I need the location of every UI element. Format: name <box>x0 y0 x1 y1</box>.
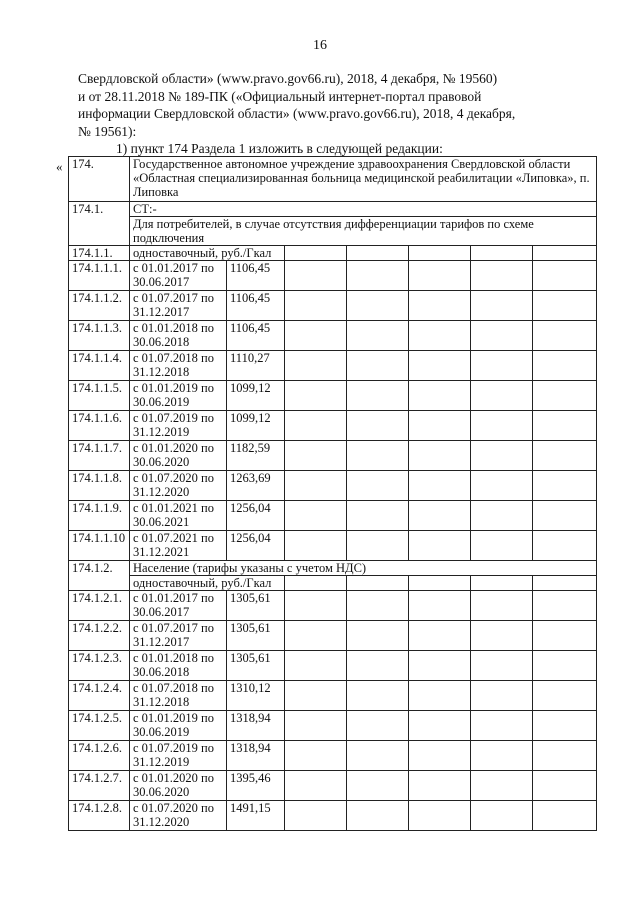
row-code: 174.1.1. <box>69 246 130 261</box>
tariff-value: 1110,27 <box>227 351 285 381</box>
table-row-group2-sub <box>69 576 597 591</box>
intro-word: и <box>78 88 86 104</box>
empty-cell <box>347 651 409 681</box>
row-code: 174.1. <box>69 202 130 246</box>
empty-cell <box>533 621 597 651</box>
empty-cell <box>285 771 347 801</box>
tariff-value: 1263,69 <box>227 471 285 501</box>
empty-cell <box>409 441 471 471</box>
intro-word: области» <box>237 106 290 121</box>
tariff-table <box>68 156 597 831</box>
empty-cell <box>409 246 471 261</box>
empty-cell <box>533 351 597 381</box>
tariff-value: 1182,59 <box>227 441 285 471</box>
tariff-value: 1256,04 <box>227 501 285 531</box>
intro-paragraph <box>78 70 608 140</box>
empty-cell <box>471 651 533 681</box>
intro-word: 4 декабря, <box>456 106 516 121</box>
tariff-value: 1106,45 <box>227 321 285 351</box>
intro-word: 2018, <box>422 106 454 121</box>
empty-cell <box>533 771 597 801</box>
period-cell: с 01.07.2019 по 31.12.2019 <box>130 741 227 771</box>
empty-cell <box>409 381 471 411</box>
table-row <box>69 441 597 471</box>
intro-word: № 19560) <box>442 71 498 86</box>
empty-cell <box>347 771 409 801</box>
period-cell: с 01.01.2020 по 30.06.2020 <box>130 771 227 801</box>
intro-word: от 28.11.2018 <box>88 88 165 104</box>
period-cell: с 01.01.2018 по 30.06.2018 <box>130 651 227 681</box>
row-code: 174.1.1.2. <box>69 291 130 321</box>
row-code: 174.1.2.7. <box>69 771 130 801</box>
empty-cell <box>285 381 347 411</box>
row-code: 174.1.2.8. <box>69 801 130 831</box>
row-code: 174.1.2.5. <box>69 711 130 741</box>
group-label: одноставочный, руб./Гкал <box>130 246 285 261</box>
empty-cell <box>471 576 533 591</box>
row-code: 174.1.2.6. <box>69 741 130 771</box>
empty-cell <box>285 801 347 831</box>
table-row <box>69 351 597 381</box>
empty-cell <box>533 441 597 471</box>
tariff-value: 1305,61 <box>227 591 285 621</box>
intro-word: Свердловской <box>78 71 159 86</box>
tariff-value: 1305,61 <box>227 621 285 651</box>
table-row <box>69 321 597 351</box>
empty-cell <box>285 411 347 441</box>
empty-cell <box>347 681 409 711</box>
row-code: 174.1.1.4. <box>69 351 130 381</box>
empty-cell <box>285 651 347 681</box>
row-code: 174.1.1.5. <box>69 381 130 411</box>
empty-cell <box>471 741 533 771</box>
empty-cell <box>533 681 597 711</box>
intro-line-1 <box>78 70 608 88</box>
row-code: 174.1.2. <box>69 561 130 591</box>
intro-line-4 <box>78 123 608 141</box>
group-label: Население (тарифы указаны с учетом НДС) <box>130 561 597 576</box>
intro-word: (www.pravo.gov66.ru), <box>217 71 344 86</box>
intro-word: 4 декабря, <box>380 71 440 86</box>
table-row <box>69 381 597 411</box>
empty-cell <box>471 531 533 561</box>
open-quote: « <box>56 159 63 174</box>
group-label: одноставочный, руб./Гкал <box>130 576 285 591</box>
table-row <box>69 291 597 321</box>
table-row <box>69 591 597 621</box>
empty-cell <box>409 711 471 741</box>
intro-line-2 <box>78 88 608 106</box>
page-number: 16 <box>313 38 327 53</box>
table-row <box>69 771 597 801</box>
tariff-value: 1305,61 <box>227 651 285 681</box>
table-row-header <box>69 157 597 202</box>
empty-cell <box>409 651 471 681</box>
empty-cell <box>347 261 409 291</box>
table-row <box>69 411 597 441</box>
period-cell: с 01.01.2017 по 30.06.2017 <box>130 591 227 621</box>
intro-word: (www.pravo.gov66.ru), <box>292 106 420 121</box>
table-row-group2 <box>69 561 597 576</box>
tariff-value: 1491,15 <box>227 801 285 831</box>
period-cell: с 01.07.2021 по 31.12.2021 <box>130 531 227 561</box>
row-code: 174.1.2.4. <box>69 681 130 711</box>
amendment-item: 1) пункт 174 Раздела 1 изложить в следующей редакции: <box>116 141 443 156</box>
tariff-value: 1310,12 <box>227 681 285 711</box>
empty-cell <box>347 441 409 471</box>
empty-cell <box>533 741 597 771</box>
row-code: 174.1.1.9. <box>69 501 130 531</box>
tariff-value: 1256,04 <box>227 531 285 561</box>
empty-cell <box>409 351 471 381</box>
empty-cell <box>533 801 597 831</box>
empty-cell <box>347 381 409 411</box>
empty-cell <box>533 501 597 531</box>
row-code: 174.1.2.3. <box>69 651 130 681</box>
intro-word: интернет-портал <box>328 88 425 104</box>
empty-cell <box>533 321 597 351</box>
empty-cell <box>285 321 347 351</box>
empty-cell <box>285 291 347 321</box>
row-code: 174.1.2.1. <box>69 591 130 621</box>
empty-cell <box>347 591 409 621</box>
table-row <box>69 741 597 771</box>
period-cell: с 01.07.2019 по 31.12.2019 <box>130 411 227 441</box>
empty-cell <box>471 801 533 831</box>
empty-cell <box>533 651 597 681</box>
period-cell: с 01.01.2020 по 30.06.2020 <box>130 441 227 471</box>
intro-word: правовой <box>428 88 482 104</box>
empty-cell <box>285 576 347 591</box>
empty-cell <box>471 471 533 501</box>
empty-cell <box>285 501 347 531</box>
empty-cell <box>347 321 409 351</box>
empty-cell <box>533 411 597 441</box>
period-cell: с 01.07.2020 по 31.12.2020 <box>130 471 227 501</box>
empty-cell <box>471 351 533 381</box>
empty-cell <box>409 411 471 441</box>
intro-word: № 19561): <box>78 123 137 139</box>
intro-word: Свердловской <box>153 106 235 121</box>
period-cell: с 01.01.2021 по 30.06.2021 <box>130 501 227 531</box>
tariff-value: 1106,45 <box>227 261 285 291</box>
empty-cell <box>409 261 471 291</box>
empty-cell <box>285 261 347 291</box>
row-code: 174.1.1.3. <box>69 321 130 351</box>
empty-cell <box>409 471 471 501</box>
table-row <box>69 801 597 831</box>
consumers-label: Для потребителей, в случае отсутствия дифференциации тарифов по схеме подключения <box>130 217 597 246</box>
empty-cell <box>471 441 533 471</box>
empty-cell <box>285 441 347 471</box>
empty-cell <box>409 291 471 321</box>
table-row <box>69 711 597 741</box>
empty-cell <box>409 591 471 621</box>
empty-cell <box>285 471 347 501</box>
period-cell: с 01.01.2019 по 30.06.2019 <box>130 711 227 741</box>
tariff-value: 1099,12 <box>227 381 285 411</box>
period-cell: с 01.07.2018 по 31.12.2018 <box>130 681 227 711</box>
period-cell: с 01.01.2017 по 30.06.2017 <box>130 261 227 291</box>
row-code: 174.1.2.2. <box>69 621 130 651</box>
empty-cell <box>347 801 409 831</box>
period-cell: с 01.07.2017 по 31.12.2017 <box>130 291 227 321</box>
empty-cell <box>409 501 471 531</box>
empty-cell <box>471 261 533 291</box>
tariff-value: 1106,45 <box>227 291 285 321</box>
empty-cell <box>471 681 533 711</box>
empty-cell <box>409 681 471 711</box>
empty-cell <box>409 576 471 591</box>
intro-line-3 <box>78 105 608 123</box>
empty-cell <box>471 501 533 531</box>
table-row <box>69 681 597 711</box>
empty-cell <box>533 246 597 261</box>
empty-cell <box>471 291 533 321</box>
empty-cell <box>409 771 471 801</box>
empty-cell <box>347 621 409 651</box>
table-row <box>69 531 597 561</box>
intro-word: информации <box>78 106 151 121</box>
period-cell: с 01.01.2018 по 30.06.2018 <box>130 321 227 351</box>
empty-cell <box>285 621 347 651</box>
empty-cell <box>409 531 471 561</box>
empty-cell <box>347 291 409 321</box>
empty-cell <box>533 591 597 621</box>
empty-cell <box>347 711 409 741</box>
period-cell: с 01.07.2018 по 31.12.2018 <box>130 351 227 381</box>
empty-cell <box>347 531 409 561</box>
intro-word: 2018, <box>346 71 378 86</box>
row-code: 174.1.1.1. <box>69 261 130 291</box>
empty-cell <box>533 261 597 291</box>
table-row <box>69 261 597 291</box>
intro-word: («Официальный <box>231 88 326 104</box>
empty-cell <box>533 531 597 561</box>
empty-cell <box>471 411 533 441</box>
row-code: 174.1.1.7. <box>69 441 130 471</box>
empty-cell <box>285 246 347 261</box>
empty-cell <box>471 381 533 411</box>
empty-cell <box>409 621 471 651</box>
empty-cell <box>533 291 597 321</box>
empty-cell <box>533 471 597 501</box>
period-cell: с 01.07.2020 по 31.12.2020 <box>130 801 227 831</box>
empty-cell <box>285 531 347 561</box>
empty-cell <box>347 576 409 591</box>
empty-cell <box>285 351 347 381</box>
tariff-value: 1318,94 <box>227 741 285 771</box>
empty-cell <box>285 711 347 741</box>
empty-cell <box>409 741 471 771</box>
organization-name: Государственное автономное учреждение здравоохранения Свердловской области «Областная специализированная больница медицинской реабилитации «Липовка», п. Липовка <box>130 157 597 202</box>
period-cell: с 01.01.2019 по 30.06.2019 <box>130 381 227 411</box>
empty-cell <box>409 321 471 351</box>
table-row <box>69 621 597 651</box>
empty-cell <box>409 801 471 831</box>
empty-cell <box>347 351 409 381</box>
empty-cell <box>471 321 533 351</box>
row-code: 174.1.1.10 <box>69 531 130 561</box>
period-cell: с 01.07.2017 по 31.12.2017 <box>130 621 227 651</box>
table-row <box>69 471 597 501</box>
table-row-group1 <box>69 246 597 261</box>
tariff-value: 1395,46 <box>227 771 285 801</box>
empty-cell <box>347 246 409 261</box>
row-code: 174.1.1.8. <box>69 471 130 501</box>
empty-cell <box>471 621 533 651</box>
row-code: 174.1.1.6. <box>69 411 130 441</box>
empty-cell <box>471 711 533 741</box>
empty-cell <box>347 471 409 501</box>
empty-cell <box>533 576 597 591</box>
empty-cell <box>285 681 347 711</box>
empty-cell <box>285 591 347 621</box>
empty-cell <box>533 711 597 741</box>
empty-cell <box>347 741 409 771</box>
empty-cell <box>285 741 347 771</box>
intro-word: № 189-ПК <box>168 88 228 104</box>
table-row-consumers <box>69 217 597 246</box>
tariff-value: 1099,12 <box>227 411 285 441</box>
tariff-value: 1318,94 <box>227 711 285 741</box>
empty-cell <box>471 591 533 621</box>
empty-cell <box>533 381 597 411</box>
ct-label: СТ:- <box>130 202 597 217</box>
intro-word: области» <box>161 71 214 86</box>
table-row <box>69 651 597 681</box>
row-code: 174. <box>69 157 130 202</box>
table-row <box>69 501 597 531</box>
empty-cell <box>471 771 533 801</box>
empty-cell <box>471 246 533 261</box>
empty-cell <box>347 411 409 441</box>
empty-cell <box>347 501 409 531</box>
table-row-ct <box>69 202 597 217</box>
